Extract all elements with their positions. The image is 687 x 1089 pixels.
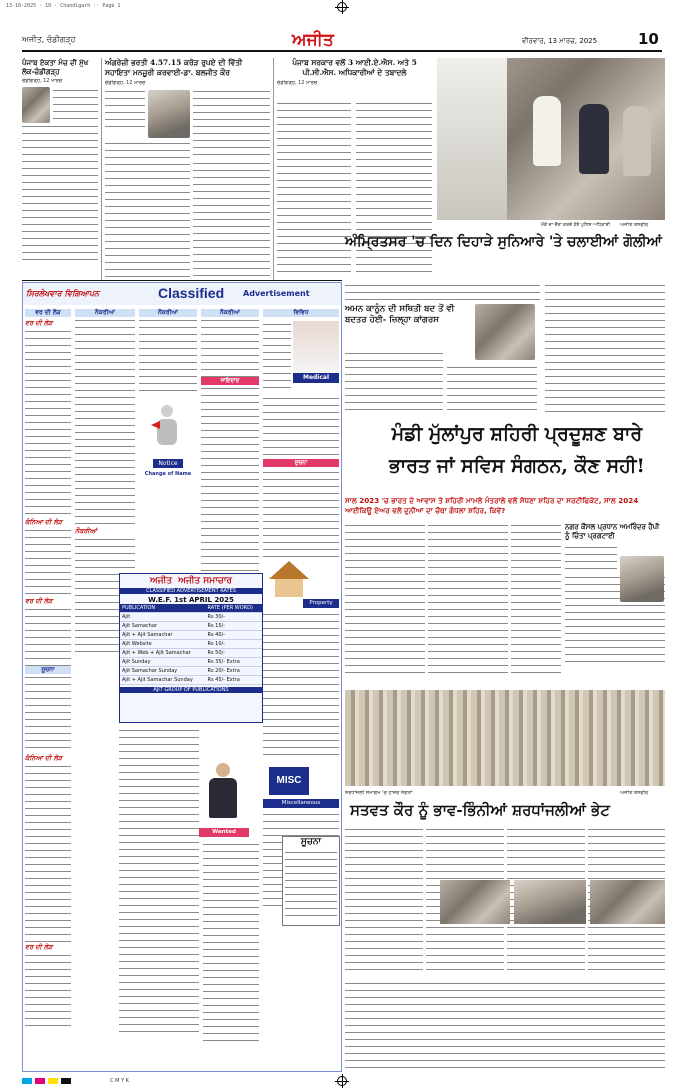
tribute-text bbox=[345, 980, 665, 1068]
classified-column bbox=[25, 309, 71, 1069]
classified-text bbox=[25, 674, 71, 754]
rate-card bbox=[119, 573, 263, 723]
story-text bbox=[105, 140, 190, 280]
story-text bbox=[345, 350, 443, 410]
category-badge: ਵਰ ਦੀ ਲੋੜ bbox=[25, 943, 53, 951]
figure-head-icon bbox=[161, 405, 173, 417]
registration-mark-icon bbox=[337, 1076, 347, 1086]
portrait-photo bbox=[148, 90, 190, 138]
story-text bbox=[345, 282, 540, 302]
classified-text bbox=[25, 527, 71, 597]
classified-text bbox=[201, 317, 259, 377]
wall-icon bbox=[275, 579, 303, 597]
medical-label: Medical bbox=[293, 373, 339, 383]
category-badge: ਨੌਕਰੀਆਂ bbox=[75, 527, 97, 535]
rate-table-row bbox=[120, 622, 262, 631]
rate-card-footer: AJIT GROUP OF PUBLICATIONS bbox=[120, 687, 262, 693]
classified-subtitle: Advertisement bbox=[243, 289, 310, 298]
story-col1 bbox=[22, 58, 98, 280]
rate-table-row bbox=[120, 631, 262, 640]
rate-card-wef: W.E.F. 1st APRIL 2025 bbox=[148, 596, 234, 604]
lead-photo-caption: ਮੌਕੇ ਦਾ ਦੌਰਾ ਕਰਦੇ ਹੋਏ ਪੁਲਿਸ ਅਧਿਕਾਰੀ bbox=[541, 223, 610, 228]
color-calibration-bar bbox=[22, 1078, 102, 1084]
publication-cell: Ajit bbox=[120, 613, 205, 622]
story-text bbox=[447, 364, 537, 410]
story-col2 bbox=[105, 58, 270, 280]
change-of-name-label: Change of Name bbox=[144, 471, 192, 477]
print-marks-label: C M Y K bbox=[110, 1078, 129, 1084]
photo-person bbox=[579, 104, 609, 174]
yellow-swatch bbox=[48, 1078, 58, 1084]
rate-table bbox=[120, 604, 262, 685]
rate-table-row bbox=[120, 613, 262, 622]
medical-staff-photo bbox=[293, 321, 339, 373]
publication-cell: Ajit Samachar Sunday bbox=[120, 667, 205, 676]
masthead bbox=[22, 30, 662, 52]
gathering-photo-credit: ਅਜੀਤ ਤਸਵੀਰ bbox=[620, 790, 649, 796]
classified-header bbox=[23, 283, 341, 305]
category-badge: ਕੰਨਿਆ ਦੀ ਲੋੜ bbox=[25, 754, 63, 762]
publication-cell: Ajit + Ajit Samachar bbox=[120, 631, 205, 640]
megaphone-icon bbox=[151, 421, 160, 429]
classified-text bbox=[203, 841, 259, 1041]
publication-cell: Ajit + Ajit Samachar Sunday bbox=[120, 676, 205, 685]
businessman-figure bbox=[203, 763, 243, 823]
rate-table-row bbox=[120, 649, 262, 658]
category-heading: ਨੌਕਰੀਆਂ bbox=[139, 309, 197, 317]
rate-cell: Rs 20/- Extra bbox=[205, 667, 262, 676]
side-story-headline: ਨਗਰ ਕੌਂਸਲ ਪ੍ਰਧਾਨ ਅਮਰਿੰਦਰ ਹੈਪੀ ਨੂੰ ਚਿੰਤਾ ਪ੍ਰਗਟਾਈ bbox=[565, 522, 660, 540]
notice-box bbox=[282, 836, 340, 926]
rate-card-brand-hindi: ਅਜੀਤ ਸਮਾਚਾਰ bbox=[178, 576, 233, 586]
figure-body-icon bbox=[209, 778, 237, 818]
classified-text bbox=[263, 395, 339, 455]
story-text bbox=[193, 88, 270, 158]
misc-label: Miscellaneous bbox=[263, 799, 339, 808]
column-divider bbox=[273, 58, 274, 280]
classified-text bbox=[25, 606, 71, 666]
opinion-text bbox=[428, 522, 508, 677]
event-photo bbox=[514, 880, 586, 924]
rate-cell: Rs 10/- bbox=[205, 640, 262, 649]
rate-table-header: RATE (PER WORD) bbox=[205, 604, 262, 613]
publication-cell: Ajit + Web + Ajit Samachar bbox=[120, 649, 205, 658]
masthead-edition: ਅਜੀਤ, ਚੰਡੀਗੜ੍ਹ bbox=[22, 35, 76, 44]
classified-pj-label: ਸਿਰਲੇਖਵਾਰ ਵਿਗਿਆਪਨ bbox=[26, 289, 99, 298]
story-text bbox=[565, 544, 617, 574]
opinion-text bbox=[511, 522, 561, 677]
event-photo bbox=[590, 880, 665, 924]
story-headline: ਪੰਜਾਬ ਏਕਤਾ ਮੰਚ ਦੀ ਮੁੱਖ ਲੋਕ-ਚੰਡੀਗੜ੍ਹ bbox=[22, 58, 89, 76]
opinion-headline: ਮੰਡੀ ਮੁੱਲਾਂਪੁਰ ਸ਼ਹਿਰੀ ਪ੍ਰਦੂਸ਼ਣ ਬਾਰੇ bbox=[391, 423, 643, 445]
portrait-photo bbox=[620, 556, 664, 602]
classified-text bbox=[25, 952, 71, 1032]
rate-table-row bbox=[120, 667, 262, 676]
opinion-headline: ਭਾਰਤ ਜਾਂ ਸਵਿਸ ਸੰਗਠਨ, ਕੌਣ ਸਹੀ! bbox=[389, 455, 645, 477]
medical-figure bbox=[263, 321, 291, 391]
wanted-label: Wanted bbox=[199, 828, 249, 837]
classified-text bbox=[263, 469, 339, 559]
classified-text bbox=[201, 385, 259, 595]
gathering-photo-caption: ਸ਼ਰਧਾਂਜਲੀ ਸਮਾਗਮ 'ਚ ਹਾਜ਼ਰ ਸੰਗਤਾਂ bbox=[345, 790, 413, 796]
story-text bbox=[53, 87, 98, 123]
notice-label: Notice bbox=[153, 459, 183, 468]
classified-section bbox=[22, 282, 342, 1072]
gathering-photo bbox=[345, 690, 665, 786]
rate-table-row bbox=[120, 640, 262, 649]
classified-text bbox=[75, 317, 135, 527]
side-story bbox=[565, 522, 665, 682]
category-badge: ਵਰ ਦੀ ਲੋੜ bbox=[25, 597, 53, 605]
classified-text bbox=[119, 727, 199, 1037]
magenta-swatch bbox=[35, 1078, 45, 1084]
classified-text bbox=[139, 317, 197, 397]
category-badge: ਵਰ ਦੀ ਲੋੜ bbox=[25, 319, 53, 327]
property-label: Property bbox=[303, 599, 339, 608]
event-photo bbox=[440, 880, 510, 924]
category-heading: ਜਾਇਦਾਦ bbox=[201, 377, 259, 385]
category-heading: ਸੂਚਨਾ bbox=[25, 666, 71, 674]
photo-person bbox=[623, 106, 651, 176]
photo-panel bbox=[437, 58, 507, 220]
story-byline: ਚੰਡੀਗੜ੍ਹ, 12 ਮਾਰਚ bbox=[277, 80, 318, 86]
notice-title: ਸੂਚਨਾ bbox=[300, 837, 322, 847]
category-heading: ਨੌਕਰੀਆਂ bbox=[201, 309, 259, 317]
rate-card-heading: CLASSIFIED ADVERTISEMENT RATES bbox=[120, 588, 262, 594]
classified-text bbox=[263, 321, 291, 391]
lead-headline: ਅੰਮ੍ਰਿਤਸਰ 'ਚ ਦਿਨ ਦਿਹਾੜੇ ਸੁਨਿਆਰੇ 'ਤੇ ਚਲਾਈਆਂ ਗੋਲੀਆਂ bbox=[345, 234, 662, 250]
rate-cell: Rs 45/- Extra bbox=[205, 676, 262, 685]
classified-title: Classified bbox=[158, 285, 225, 301]
opinion-subheadline: ਸਾਲ 2023 'ਚ ਭਾਰਤ ਦੇ ਆਵਾਸ ਤੇ ਸ਼ਹਿਰੀ ਮਾਮਲੇ ਮੰਤਰਾਲੇ ਵਲੋਂ ਸੋਧਣਾ ਸ਼ਹਿਰ ਦਾ ਸਰਟੀਫਿਕੇਟ, ਸਾਲ 2024 ਆਈਕਿਊ ਏਅਰ ਵਲੋਂ ਦੁਨੀਆਂ ਦਾ ਚੌਥਾ ਗੰਧਲਾ ਸ਼ਹਿਰ, ਕਿਵੇਂ? bbox=[345, 496, 639, 515]
story-byline: ਚੰਡੀਗੜ੍ਹ, 12 ਮਾਰਚ bbox=[22, 78, 63, 84]
rate-table-header: PUBLICATION bbox=[120, 604, 205, 613]
rate-table-row bbox=[120, 658, 262, 667]
rate-cell: Rs 35/- Extra bbox=[205, 658, 262, 667]
rate-cell: Rs 50/- bbox=[205, 649, 262, 658]
portrait-photo bbox=[22, 87, 50, 123]
tribute-headline: ਸਤਵਤ ਕੌਰ ਨੂੰ ਭਾਵ-ਭਿੰਨੀਆਂ ਸ਼ਰਧਾਂਜਲੀਆਂ ਭੇਟ bbox=[350, 801, 610, 819]
cyan-swatch bbox=[22, 1078, 32, 1084]
classified-column bbox=[201, 309, 259, 609]
law-story bbox=[345, 282, 540, 412]
roof-icon bbox=[269, 561, 309, 579]
print-info-strip: 13-10-2025 · 10 · Chandigarh ·· Page 1 bbox=[6, 3, 121, 9]
opinion-text bbox=[345, 522, 425, 677]
column-divider bbox=[101, 58, 102, 280]
story-headline: ਪੰਜਾਬ ਸਰਕਾਰ ਵਲੋਂ 3 ਆਈ.ਏ.ਐਸ. ਅਤੇ 5 ਪੀ.ਸੀ.ਐਸ. ਅਧਿਕਾਰੀਆਂ ਦੇ ਤਬਾਦਲੇ bbox=[292, 58, 417, 77]
lead-story-text bbox=[545, 282, 665, 412]
portrait-photo bbox=[475, 304, 535, 360]
story-byline: ਚੰਡੀਗੜ੍ਹ, 12 ਮਾਰਚ bbox=[105, 80, 146, 86]
classified-text bbox=[25, 328, 71, 518]
rate-card-brand: ਅਜੀਤ bbox=[149, 576, 173, 586]
house-icon bbox=[269, 561, 309, 597]
category-heading: ਸੂਚਨਾ bbox=[263, 459, 339, 467]
classified-column bbox=[139, 309, 197, 609]
story-headline: ਅੰਗਰੇਜ਼ੀ ਭਰਤੀ 4.57.15 ਕਰੋੜ ਰੁਪਏ ਦੀ ਵਿੱਤੀ ਸਹਾਇਤਾ ਮਨਜ਼ੂਰੀ ਕਰਵਾਈ-ਡਾ. ਬਲਜੀਤ ਕੌਰ bbox=[105, 58, 243, 77]
classified-text bbox=[263, 611, 339, 761]
figure-head-icon bbox=[216, 763, 230, 777]
lead-photo-credit: ਅਜੀਤ ਤਸਵੀਰ bbox=[620, 222, 649, 228]
category-heading: ਨੌਕਰੀਆਂ bbox=[75, 309, 135, 317]
misc-logo: MISC bbox=[269, 767, 309, 795]
section-rule bbox=[22, 280, 342, 281]
rate-cell: Rs 30/- bbox=[205, 613, 262, 622]
publication-cell: Ajit Samachar bbox=[120, 622, 205, 631]
rate-cell: Rs 15/- bbox=[205, 622, 262, 631]
figure-body-icon bbox=[157, 419, 177, 445]
story-text bbox=[22, 123, 98, 263]
tribute-text bbox=[345, 826, 423, 976]
lead-photo bbox=[437, 58, 665, 220]
rate-table-row bbox=[120, 676, 262, 685]
photo-person bbox=[533, 96, 561, 166]
registration-mark-icon bbox=[337, 2, 347, 12]
category-badge: ਕੰਨਿਆ ਦੀ ਲੋੜ bbox=[25, 518, 63, 526]
publication-cell: Ajit Sunday bbox=[120, 658, 205, 667]
black-swatch bbox=[61, 1078, 71, 1084]
story-text bbox=[277, 100, 351, 275]
page-number: 10 bbox=[638, 30, 659, 48]
story-text bbox=[105, 88, 145, 128]
category-heading: ਵਰ ਦੀ ਲੋੜ bbox=[25, 309, 71, 317]
story-text bbox=[193, 160, 270, 280]
publication-cell: Ajit Website bbox=[120, 640, 205, 649]
category-heading: ਵਿਵਿਧ bbox=[263, 309, 339, 317]
law-story-headline: ਅਮਨ ਕਾਨੂੰਨ ਦੀ ਸਥਿਤੀ ਬਦ ਤੋਂ ਵੀ ਬਦਤਰ ਹੋਈ- ਜ਼ਿਲ੍ਹਾ ਕਾਂਗਰਸ bbox=[345, 304, 455, 325]
rate-cell: Rs 40/- bbox=[205, 631, 262, 640]
classified-text bbox=[25, 763, 71, 943]
classified-column bbox=[263, 309, 339, 1069]
notice-figure bbox=[151, 405, 183, 457]
masthead-date: ਵੀਰਵਾਰ, 13 ਮਾਰਚ, 2025 bbox=[522, 37, 598, 45]
masthead-title: ਅਜੀਤ bbox=[292, 30, 334, 50]
notice-text bbox=[285, 849, 337, 919]
